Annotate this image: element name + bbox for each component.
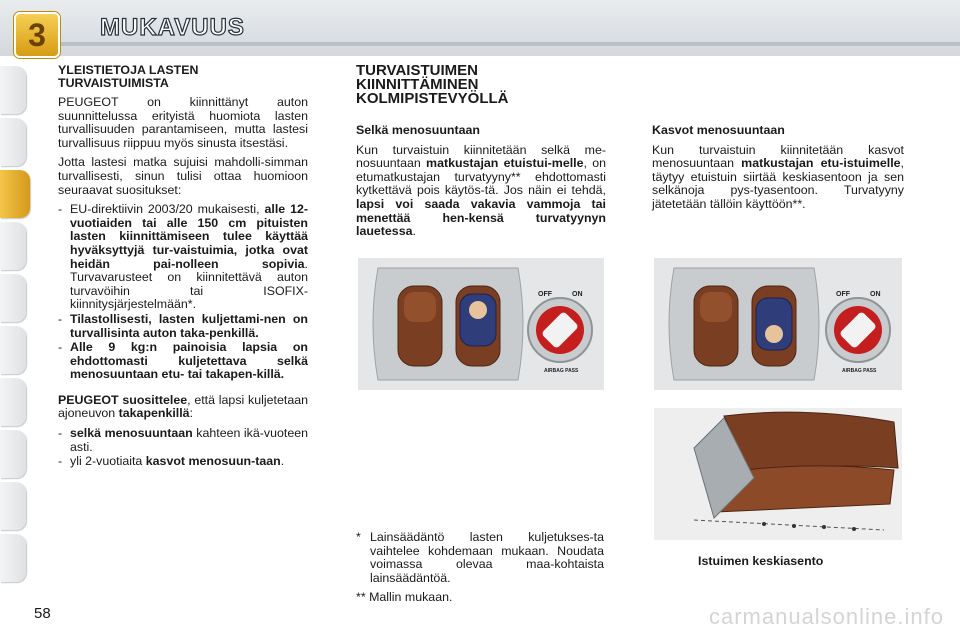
off-label: OFF: [538, 291, 552, 298]
list-item: - Tilastollisesti, lasten kuljettami-nen on turvallisinta auton taka-penkillä.: [58, 313, 308, 340]
section-title-line1: TURVAISTUIMEN: [356, 62, 478, 79]
rear-facing-text: Kun turvaistuin kiinnitetään selkä me-nosuuntaan matkustajan etuistui-melle, on etumatkustajan turvatyyny** ehdottomasti kytkettävä pois käytös-tä. Jos näin ei tehdä, lapsi voi saada vakavia vammoja tai menettää hen-kensä turvatyynyn lauetessa.: [356, 142, 606, 239]
section-title-line3: KOLMIPISTEVYÖLLÄ: [356, 90, 509, 107]
rear-facing-illustration: [358, 258, 604, 390]
chapter-tab-8[interactable]: [0, 430, 26, 478]
left-column: [58, 64, 308, 475]
chapter-tab-1[interactable]: [0, 66, 26, 114]
chapter-tab-9[interactable]: [0, 482, 26, 530]
footnote-model: ** Mallin mukaan.: [356, 590, 453, 605]
chapter-tab-3-active[interactable]: [0, 170, 30, 218]
chapter-tab-7[interactable]: [0, 378, 26, 426]
middle-column: [356, 64, 606, 245]
on-label: ON: [870, 291, 881, 298]
section-title-general: YLEISTIETOJA LASTEN TURVAISTUIMISTA: [58, 63, 199, 90]
airbag-pass-label: AIRBAG PASS: [842, 368, 877, 374]
right-column: [652, 124, 904, 218]
footnote-legislation: * Lainsäädäntö lasten kuljetukses-ta vaihtelee kohdemaan mukaan. Noudata voimassa olevaa maa-kohtaista lainsäädäntöä.: [356, 530, 604, 585]
chapter-tabs: [0, 60, 30, 580]
figure-caption: Istuimen keskiasento: [698, 554, 824, 568]
off-label: OFF: [836, 291, 850, 298]
footnotes: [356, 531, 604, 611]
chapter-tab-6[interactable]: [0, 326, 26, 374]
list-item: - EU-direktiivin 2003/20 mukaisesti, alle 12-vuotiaiden tai alle 150 cm pituisten lasten kiinnittämiseen tulee käyttää hyväksyttyjä tur-vaistuimia, jotka ovat heidän pai-nolleen sopivia. Turvavarusteet on kiinnitettävä auton turvavöihin tai ISOFIX-kiinnitysjärjestelmään*.: [58, 203, 308, 312]
subtitle-forward-facing: Kasvot menosuuntaan: [652, 123, 785, 137]
page-number: 58: [34, 605, 51, 622]
on-label: ON: [572, 291, 583, 298]
watermark: carmanualsonline.info: [708, 604, 944, 629]
recommendation-intro: Jotta lastesi matka sujuisi mahdolli-simman turvallisesti, sinun tulisi ottaa huomioon seuraavat suositukset:: [58, 155, 308, 197]
header-rule: [60, 42, 960, 46]
list-item: - yli 2-vuotiaita kasvot menosuun-taan.: [58, 455, 308, 469]
forward-facing-illustration: [654, 258, 902, 390]
car-interior-image: [358, 258, 604, 390]
list-item: - Alle 9 kg:n painoisia lapsia on ehdottomasti kuljetettava selkä menosuuntaan etu- tai takapen-killä.: [58, 341, 308, 382]
chapter-tab-4[interactable]: [0, 222, 26, 270]
peugeot-recommends: PEUGEOT suosittelee, että lapsi kuljetetaan ajoneuvon takapenkillä:: [58, 392, 308, 421]
chapter-tab-2[interactable]: [0, 118, 26, 166]
age-list: [58, 427, 308, 469]
recommendation-list: [58, 203, 308, 382]
airbag-pass-label: AIRBAG PASS: [544, 368, 579, 374]
subtitle-rear-facing: Selkä menosuuntaan: [356, 123, 480, 137]
list-item: - selkä menosuuntaan kahteen ikä-vuoteen asti.: [58, 427, 308, 454]
chapter-tab-10[interactable]: [0, 534, 26, 582]
seat-middle-position-illustration: [654, 408, 902, 540]
car-interior-image: [654, 258, 902, 390]
chapter-title: MUKAVUUS: [100, 14, 245, 41]
intro-paragraph: PEUGEOT on kiinnittänyt auton suunnittelussa erityistä huomiota lasten turvallisuuden parantamiseen, mutta lastesi turvallisuus riippuu myös sinusta itsestäsi.: [58, 95, 308, 150]
forward-facing-text: Kun turvaistuin kiinnitetään kasvot menosuuntaan matkustajan etu-istuimelle, täytyy etuistuin siirtää keskiasentoon ja sen selkänoja pys-tyasentoon. Turvatyyny jätetetään tällöin käyttöön**.: [652, 142, 904, 211]
section-title-line2: KIINNITTÄMINEN: [356, 76, 479, 93]
seat-side-image: [654, 408, 902, 540]
chapter-tab-5[interactable]: [0, 274, 26, 322]
chapter-badge: 3: [14, 12, 60, 58]
